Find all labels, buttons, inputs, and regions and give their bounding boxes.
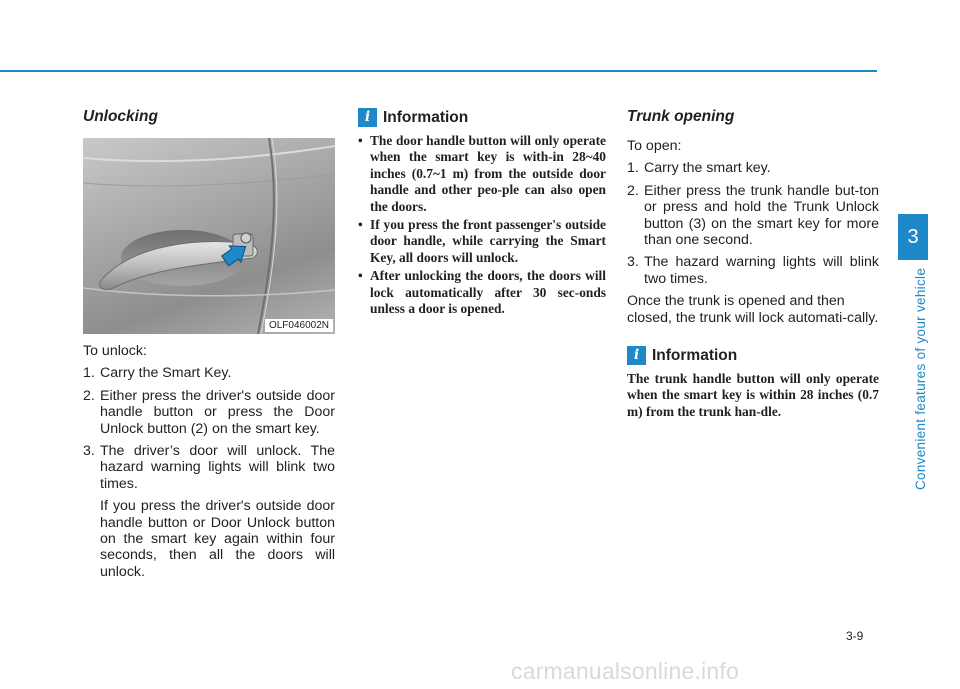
- photo-code: OLF046002N: [265, 319, 333, 332]
- trunk-after-text: Once the trunk is opened and then closed, the trunk will lock automati-cally.: [627, 293, 879, 326]
- list-item: [83, 443, 335, 580]
- info-header: [358, 108, 606, 127]
- list-item: • The door handle button will only operate when the smart key is with-in 28~40 inches (0.7~1 m) from the outside door handle and other peo-ple can also open the doors.: [358, 133, 606, 215]
- list-item: • If you press the front passenger's outside door handle, while carrying the Smart Key, all doors will unlock.: [358, 217, 606, 266]
- trunk-heading: Trunk opening: [627, 108, 735, 125]
- unlock-steps: [83, 365, 335, 580]
- list-item: [627, 160, 879, 176]
- info-bullets: [358, 133, 606, 317]
- info-icon: i: [358, 108, 377, 127]
- list-item: [627, 183, 879, 249]
- step-text: Carry the smart key.: [644, 160, 771, 177]
- unlock-intro: To unlock:: [83, 343, 147, 359]
- step-number: 2.: [83, 387, 95, 404]
- info-header: [627, 346, 879, 365]
- step-text: Carry the Smart Key.: [100, 365, 232, 382]
- chapter-title: Convenient features of your vehicle: [913, 267, 928, 490]
- list-item: [83, 388, 335, 437]
- information-box-2: [627, 346, 879, 420]
- step-number: 3.: [83, 443, 95, 460]
- unlocking-section: [83, 108, 335, 586]
- top-rule: [0, 70, 877, 72]
- step-text: The hazard warning lights will blink two times.: [644, 254, 879, 287]
- step-text: Either press the trunk handle but-ton or press and hold the Trunk Unlock button (3) on the smart key for more than one second.: [644, 182, 879, 249]
- list-item: • After unlocking the doors, the doors will lock automatically after 30 sec-onds unless a door is opened.: [358, 268, 606, 317]
- trunk-section: [627, 108, 879, 420]
- list-item: [627, 254, 879, 287]
- info-text: The trunk handle button will only operate when the smart key is within 28 inches (0.7 m) from the trunk han-dle.: [627, 371, 879, 419]
- chapter-number-tab: 3: [898, 214, 928, 260]
- info-title: Information: [652, 346, 738, 364]
- trunk-intro: To open:: [627, 138, 682, 154]
- information-box-1: [358, 108, 606, 319]
- step-number: 1.: [627, 160, 639, 177]
- watermark: carmanualsonline.info: [511, 658, 739, 684]
- step-number: 2.: [627, 182, 639, 199]
- page-number: 3-9: [846, 629, 864, 643]
- step-number: 1.: [83, 365, 95, 382]
- step-number: 3.: [627, 254, 639, 271]
- info-title: Information: [383, 108, 469, 126]
- step-extra-text: If you press the driver's outside door handle button or Door Unlock button on the smart key again within four seconds, then all the doors will unlock.: [100, 498, 335, 580]
- step-text: The driver’s door will unlock. The hazard warning lights will blink two times.: [100, 443, 335, 492]
- step-text: Either press the driver's outside door handle button or press the Door Unlock button (2) on the smart key.: [100, 387, 335, 437]
- list-item: [83, 365, 335, 381]
- unlocking-heading: Unlocking: [83, 108, 158, 125]
- trunk-steps: [627, 160, 879, 287]
- info-icon: i: [627, 346, 646, 365]
- door-handle-illustration: [83, 138, 335, 334]
- door-handle-photo: [83, 138, 335, 334]
